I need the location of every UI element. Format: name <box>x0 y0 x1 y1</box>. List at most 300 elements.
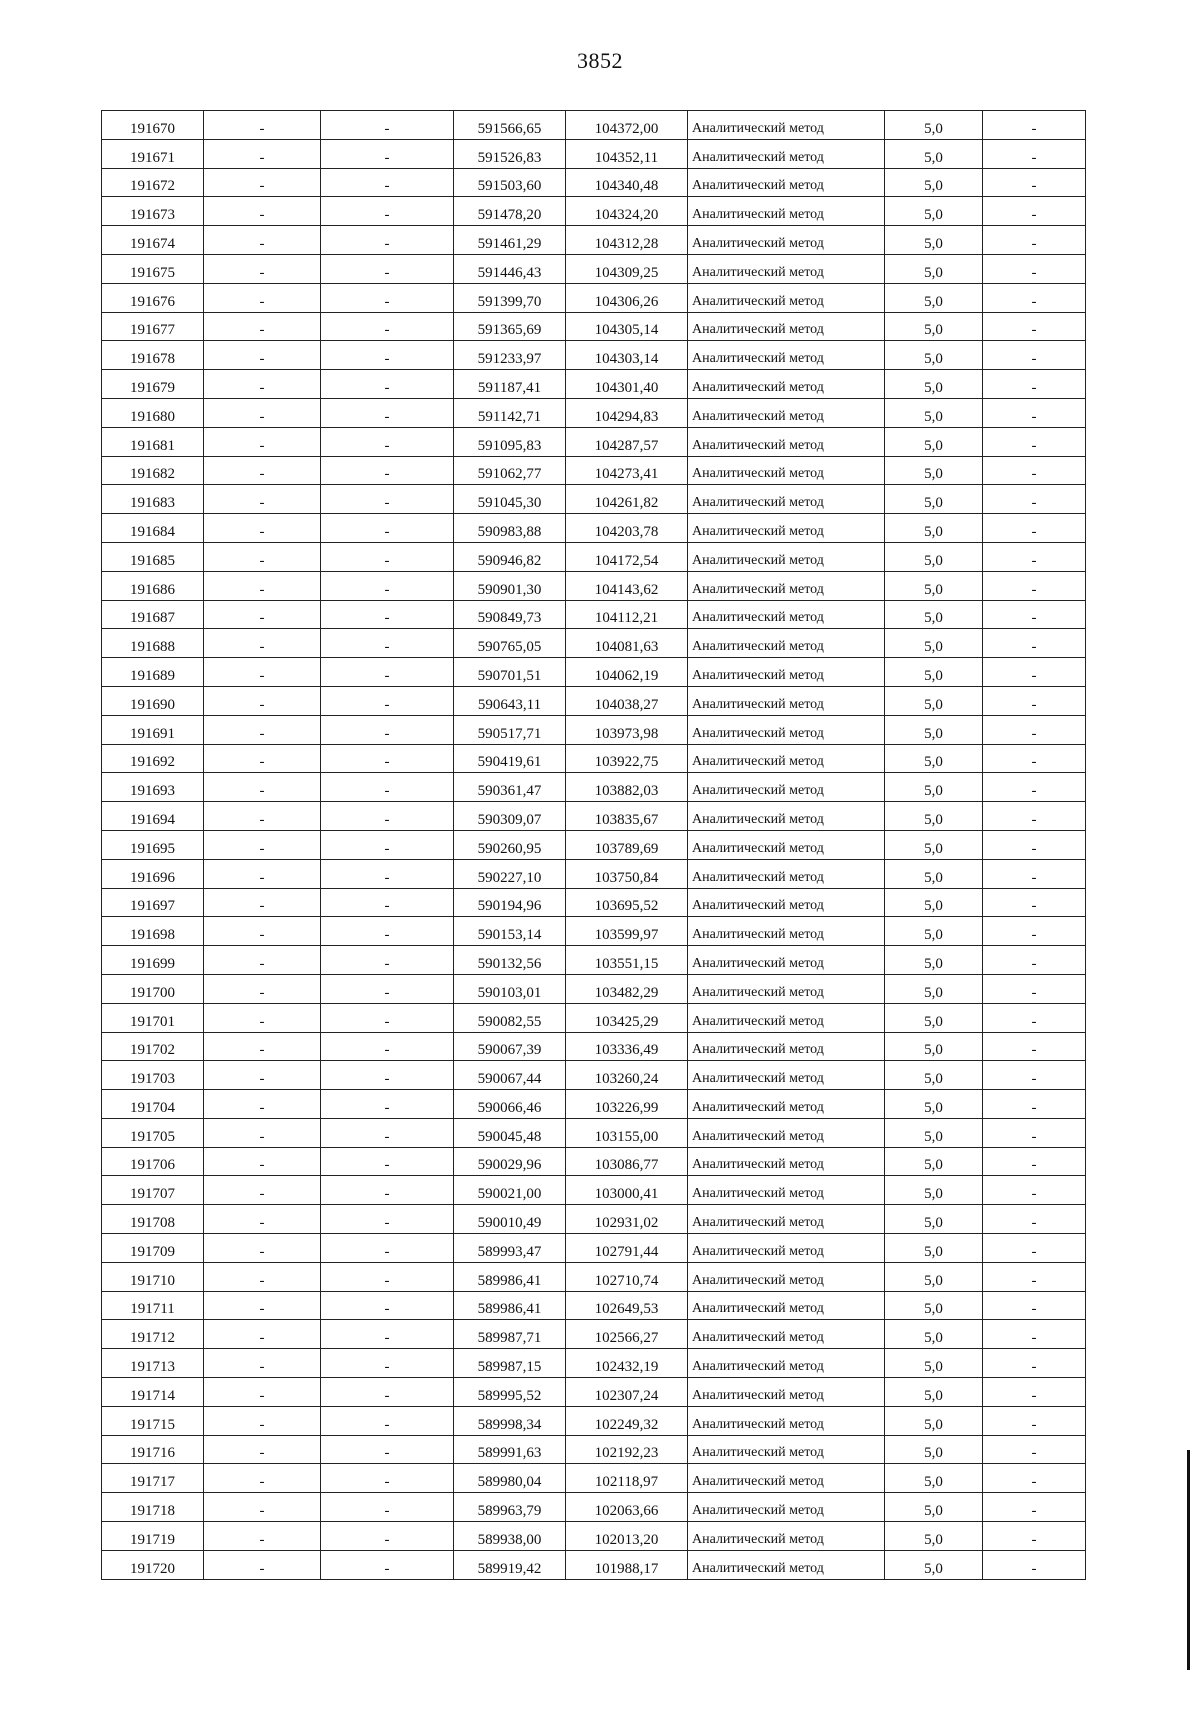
accuracy-cell: 5,0 <box>885 1003 983 1032</box>
dash-cell: - <box>321 1147 454 1176</box>
dash-cell: - <box>204 1003 321 1032</box>
table-row <box>102 1349 1086 1378</box>
accuracy-cell: 5,0 <box>885 686 983 715</box>
method-cell: Аналитический метод <box>688 312 885 341</box>
x-coordinate-cell: 591503,60 <box>454 168 566 197</box>
point-id-cell: 191717 <box>102 1464 204 1493</box>
dash-cell: - <box>321 1291 454 1320</box>
point-id-cell: 191673 <box>102 197 204 226</box>
method-cell: Аналитический метод <box>688 111 885 140</box>
point-id-cell: 191706 <box>102 1147 204 1176</box>
accuracy-cell: 5,0 <box>885 1147 983 1176</box>
table-row <box>102 600 1086 629</box>
x-coordinate-cell: 589993,47 <box>454 1234 566 1263</box>
dash-cell: - <box>321 1349 454 1378</box>
dash-cell: - <box>321 398 454 427</box>
method-cell: Аналитический метод <box>688 197 885 226</box>
dash-cell: - <box>983 744 1086 773</box>
point-id-cell: 191701 <box>102 1003 204 1032</box>
table-row <box>102 485 1086 514</box>
x-coordinate-cell: 590067,39 <box>454 1032 566 1061</box>
method-cell: Аналитический метод <box>688 370 885 399</box>
dash-cell: - <box>321 686 454 715</box>
y-coordinate-cell: 103425,29 <box>566 1003 688 1032</box>
table-row <box>102 312 1086 341</box>
dash-cell: - <box>983 946 1086 975</box>
dash-cell: - <box>983 974 1086 1003</box>
y-coordinate-cell: 103695,52 <box>566 888 688 917</box>
dash-cell: - <box>321 1118 454 1147</box>
y-coordinate-cell: 103882,03 <box>566 773 688 802</box>
y-coordinate-cell: 104306,26 <box>566 283 688 312</box>
point-id-cell: 191688 <box>102 629 204 658</box>
table-row <box>102 1464 1086 1493</box>
dash-cell: - <box>321 629 454 658</box>
x-coordinate-cell: 590849,73 <box>454 600 566 629</box>
method-cell: Аналитический метод <box>688 254 885 283</box>
method-cell: Аналитический метод <box>688 715 885 744</box>
dash-cell: - <box>321 456 454 485</box>
dash-cell: - <box>983 283 1086 312</box>
accuracy-cell: 5,0 <box>885 744 983 773</box>
table-row <box>102 946 1086 975</box>
dash-cell: - <box>321 1090 454 1119</box>
dash-cell: - <box>983 1378 1086 1407</box>
dash-cell: - <box>321 802 454 831</box>
dash-cell: - <box>983 1349 1086 1378</box>
dash-cell: - <box>321 1522 454 1551</box>
x-coordinate-cell: 589980,04 <box>454 1464 566 1493</box>
method-cell: Аналитический метод <box>688 1061 885 1090</box>
method-cell: Аналитический метод <box>688 888 885 917</box>
dash-cell: - <box>321 1262 454 1291</box>
dash-cell: - <box>321 341 454 370</box>
dash-cell: - <box>321 312 454 341</box>
x-coordinate-cell: 589986,41 <box>454 1291 566 1320</box>
y-coordinate-cell: 102118,97 <box>566 1464 688 1493</box>
dash-cell: - <box>983 456 1086 485</box>
dash-cell: - <box>983 1406 1086 1435</box>
dash-cell: - <box>321 427 454 456</box>
point-id-cell: 191674 <box>102 226 204 255</box>
table-row <box>102 1003 1086 1032</box>
point-id-cell: 191676 <box>102 283 204 312</box>
dash-cell: - <box>321 1003 454 1032</box>
table-row <box>102 830 1086 859</box>
y-coordinate-cell: 103260,24 <box>566 1061 688 1090</box>
point-id-cell: 191681 <box>102 427 204 456</box>
point-id-cell: 191683 <box>102 485 204 514</box>
accuracy-cell: 5,0 <box>885 888 983 917</box>
dash-cell: - <box>204 1493 321 1522</box>
dash-cell: - <box>321 168 454 197</box>
accuracy-cell: 5,0 <box>885 629 983 658</box>
method-cell: Аналитический метод <box>688 600 885 629</box>
dash-cell: - <box>321 1032 454 1061</box>
y-coordinate-cell: 104287,57 <box>566 427 688 456</box>
y-coordinate-cell: 102013,20 <box>566 1522 688 1551</box>
dash-cell: - <box>321 571 454 600</box>
dash-cell: - <box>204 1349 321 1378</box>
accuracy-cell: 5,0 <box>885 1118 983 1147</box>
method-cell: Аналитический метод <box>688 917 885 946</box>
accuracy-cell: 5,0 <box>885 974 983 1003</box>
x-coordinate-cell: 590029,96 <box>454 1147 566 1176</box>
y-coordinate-cell: 102931,02 <box>566 1205 688 1234</box>
accuracy-cell: 5,0 <box>885 485 983 514</box>
accuracy-cell: 5,0 <box>885 226 983 255</box>
dash-cell: - <box>321 1464 454 1493</box>
table-row <box>102 1061 1086 1090</box>
method-cell: Аналитический метод <box>688 1464 885 1493</box>
method-cell: Аналитический метод <box>688 1522 885 1551</box>
dash-cell: - <box>983 370 1086 399</box>
y-coordinate-cell: 102566,27 <box>566 1320 688 1349</box>
x-coordinate-cell: 591526,83 <box>454 139 566 168</box>
dash-cell: - <box>983 514 1086 543</box>
table-row <box>102 226 1086 255</box>
method-cell: Аналитический метод <box>688 802 885 831</box>
dash-cell: - <box>983 715 1086 744</box>
point-id-cell: 191670 <box>102 111 204 140</box>
x-coordinate-cell: 590361,47 <box>454 773 566 802</box>
method-cell: Аналитический метод <box>688 341 885 370</box>
method-cell: Аналитический метод <box>688 1118 885 1147</box>
x-coordinate-cell: 590517,71 <box>454 715 566 744</box>
accuracy-cell: 5,0 <box>885 1406 983 1435</box>
dash-cell: - <box>204 485 321 514</box>
accuracy-cell: 5,0 <box>885 1550 983 1579</box>
x-coordinate-cell: 589986,41 <box>454 1262 566 1291</box>
table-row <box>102 1262 1086 1291</box>
x-coordinate-cell: 589987,71 <box>454 1320 566 1349</box>
dash-cell: - <box>983 197 1086 226</box>
table-row <box>102 1090 1086 1119</box>
method-cell: Аналитический метод <box>688 1003 885 1032</box>
table-row <box>102 1176 1086 1205</box>
accuracy-cell: 5,0 <box>885 1320 983 1349</box>
dash-cell: - <box>321 514 454 543</box>
y-coordinate-cell: 102649,53 <box>566 1291 688 1320</box>
method-cell: Аналитический метод <box>688 1493 885 1522</box>
y-coordinate-cell: 103599,97 <box>566 917 688 946</box>
method-cell: Аналитический метод <box>688 1147 885 1176</box>
y-coordinate-cell: 104352,11 <box>566 139 688 168</box>
dash-cell: - <box>983 485 1086 514</box>
method-cell: Аналитический метод <box>688 1291 885 1320</box>
dash-cell: - <box>204 1522 321 1551</box>
method-cell: Аналитический метод <box>688 1349 885 1378</box>
x-coordinate-cell: 591233,97 <box>454 341 566 370</box>
dash-cell: - <box>321 1406 454 1435</box>
dash-cell: - <box>204 341 321 370</box>
table-row <box>102 1406 1086 1435</box>
accuracy-cell: 5,0 <box>885 830 983 859</box>
point-id-cell: 191715 <box>102 1406 204 1435</box>
y-coordinate-cell: 103750,84 <box>566 859 688 888</box>
point-id-cell: 191699 <box>102 946 204 975</box>
table-row <box>102 1118 1086 1147</box>
accuracy-cell: 5,0 <box>885 1234 983 1263</box>
dash-cell: - <box>204 1205 321 1234</box>
dash-cell: - <box>983 917 1086 946</box>
dash-cell: - <box>204 1147 321 1176</box>
point-id-cell: 191680 <box>102 398 204 427</box>
method-cell: Аналитический метод <box>688 830 885 859</box>
method-cell: Аналитический метод <box>688 168 885 197</box>
y-coordinate-cell: 103551,15 <box>566 946 688 975</box>
x-coordinate-cell: 591446,43 <box>454 254 566 283</box>
x-coordinate-cell: 590309,07 <box>454 802 566 831</box>
x-coordinate-cell: 591045,30 <box>454 485 566 514</box>
point-id-cell: 191718 <box>102 1493 204 1522</box>
method-cell: Аналитический метод <box>688 139 885 168</box>
method-cell: Аналитический метод <box>688 1262 885 1291</box>
table-row <box>102 917 1086 946</box>
dash-cell: - <box>321 485 454 514</box>
dash-cell: - <box>204 370 321 399</box>
accuracy-cell: 5,0 <box>885 1032 983 1061</box>
table-row <box>102 888 1086 917</box>
method-cell: Аналитический метод <box>688 1378 885 1407</box>
table-row <box>102 974 1086 1003</box>
method-cell: Аналитический метод <box>688 1205 885 1234</box>
point-id-cell: 191691 <box>102 715 204 744</box>
table-row <box>102 514 1086 543</box>
accuracy-cell: 5,0 <box>885 1291 983 1320</box>
dash-cell: - <box>204 398 321 427</box>
point-id-cell: 191671 <box>102 139 204 168</box>
y-coordinate-cell: 102432,19 <box>566 1349 688 1378</box>
accuracy-cell: 5,0 <box>885 917 983 946</box>
accuracy-cell: 5,0 <box>885 658 983 687</box>
accuracy-cell: 5,0 <box>885 398 983 427</box>
x-coordinate-cell: 590901,30 <box>454 571 566 600</box>
dash-cell: - <box>983 111 1086 140</box>
method-cell: Аналитический метод <box>688 571 885 600</box>
y-coordinate-cell: 104143,62 <box>566 571 688 600</box>
dash-cell: - <box>321 1205 454 1234</box>
dash-cell: - <box>983 1090 1086 1119</box>
x-coordinate-cell: 590419,61 <box>454 744 566 773</box>
y-coordinate-cell: 104309,25 <box>566 254 688 283</box>
accuracy-cell: 5,0 <box>885 370 983 399</box>
point-id-cell: 191711 <box>102 1291 204 1320</box>
y-coordinate-cell: 103336,49 <box>566 1032 688 1061</box>
table-row <box>102 1320 1086 1349</box>
y-coordinate-cell: 103922,75 <box>566 744 688 773</box>
dash-cell: - <box>983 398 1086 427</box>
dash-cell: - <box>204 168 321 197</box>
table-row <box>102 715 1086 744</box>
table-row <box>102 1493 1086 1522</box>
x-coordinate-cell: 589963,79 <box>454 1493 566 1522</box>
dash-cell: - <box>983 1522 1086 1551</box>
method-cell: Аналитический метод <box>688 686 885 715</box>
method-cell: Аналитический метод <box>688 1090 885 1119</box>
accuracy-cell: 5,0 <box>885 1090 983 1119</box>
point-id-cell: 191679 <box>102 370 204 399</box>
method-cell: Аналитический метод <box>688 744 885 773</box>
scan-edge-mark <box>1187 1450 1190 1670</box>
dash-cell: - <box>983 1061 1086 1090</box>
y-coordinate-cell: 103482,29 <box>566 974 688 1003</box>
dash-cell: - <box>983 1032 1086 1061</box>
dash-cell: - <box>204 1435 321 1464</box>
y-coordinate-cell: 104301,40 <box>566 370 688 399</box>
dash-cell: - <box>983 1435 1086 1464</box>
dash-cell: - <box>204 773 321 802</box>
method-cell: Аналитический метод <box>688 226 885 255</box>
dash-cell: - <box>321 111 454 140</box>
method-cell: Аналитический метод <box>688 456 885 485</box>
accuracy-cell: 5,0 <box>885 1378 983 1407</box>
dash-cell: - <box>204 888 321 917</box>
y-coordinate-cell: 104324,20 <box>566 197 688 226</box>
dash-cell: - <box>204 111 321 140</box>
accuracy-cell: 5,0 <box>885 1349 983 1378</box>
point-id-cell: 191719 <box>102 1522 204 1551</box>
dash-cell: - <box>321 197 454 226</box>
x-coordinate-cell: 591187,41 <box>454 370 566 399</box>
accuracy-cell: 5,0 <box>885 802 983 831</box>
x-coordinate-cell: 590701,51 <box>454 658 566 687</box>
dash-cell: - <box>983 1118 1086 1147</box>
y-coordinate-cell: 104172,54 <box>566 542 688 571</box>
dash-cell: - <box>204 1032 321 1061</box>
method-cell: Аналитический метод <box>688 658 885 687</box>
point-id-cell: 191687 <box>102 600 204 629</box>
y-coordinate-cell: 101988,17 <box>566 1550 688 1579</box>
accuracy-cell: 5,0 <box>885 197 983 226</box>
table-row <box>102 773 1086 802</box>
accuracy-cell: 5,0 <box>885 341 983 370</box>
dash-cell: - <box>204 226 321 255</box>
y-coordinate-cell: 103155,00 <box>566 1118 688 1147</box>
y-coordinate-cell: 104203,78 <box>566 514 688 543</box>
y-coordinate-cell: 104062,19 <box>566 658 688 687</box>
dash-cell: - <box>983 168 1086 197</box>
dash-cell: - <box>204 1320 321 1349</box>
accuracy-cell: 5,0 <box>885 1061 983 1090</box>
dash-cell: - <box>204 946 321 975</box>
coordinates-table <box>101 110 1086 1580</box>
method-cell: Аналитический метод <box>688 1406 885 1435</box>
table-row <box>102 542 1086 571</box>
dash-cell: - <box>321 283 454 312</box>
accuracy-cell: 5,0 <box>885 715 983 744</box>
dash-cell: - <box>321 744 454 773</box>
y-coordinate-cell: 104081,63 <box>566 629 688 658</box>
dash-cell: - <box>321 226 454 255</box>
point-id-cell: 191703 <box>102 1061 204 1090</box>
point-id-cell: 191695 <box>102 830 204 859</box>
point-id-cell: 191672 <box>102 168 204 197</box>
table-row <box>102 197 1086 226</box>
dash-cell: - <box>204 1378 321 1407</box>
x-coordinate-cell: 589991,63 <box>454 1435 566 1464</box>
dash-cell: - <box>204 1061 321 1090</box>
point-id-cell: 191692 <box>102 744 204 773</box>
dash-cell: - <box>204 456 321 485</box>
point-id-cell: 191707 <box>102 1176 204 1205</box>
dash-cell: - <box>983 658 1086 687</box>
x-coordinate-cell: 590946,82 <box>454 542 566 571</box>
dash-cell: - <box>321 1435 454 1464</box>
table-row <box>102 283 1086 312</box>
dash-cell: - <box>321 830 454 859</box>
table-row <box>102 1522 1086 1551</box>
method-cell: Аналитический метод <box>688 283 885 312</box>
accuracy-cell: 5,0 <box>885 600 983 629</box>
method-cell: Аналитический метод <box>688 427 885 456</box>
dash-cell: - <box>983 1003 1086 1032</box>
point-id-cell: 191700 <box>102 974 204 1003</box>
dash-cell: - <box>204 283 321 312</box>
dash-cell: - <box>204 974 321 1003</box>
x-coordinate-cell: 590643,11 <box>454 686 566 715</box>
dash-cell: - <box>204 1550 321 1579</box>
method-cell: Аналитический метод <box>688 946 885 975</box>
y-coordinate-cell: 104340,48 <box>566 168 688 197</box>
y-coordinate-cell: 104294,83 <box>566 398 688 427</box>
table-row <box>102 571 1086 600</box>
table-row <box>102 111 1086 140</box>
dash-cell: - <box>983 1550 1086 1579</box>
dash-cell: - <box>204 658 321 687</box>
dash-cell: - <box>321 1061 454 1090</box>
dash-cell: - <box>204 744 321 773</box>
accuracy-cell: 5,0 <box>885 1205 983 1234</box>
point-id-cell: 191702 <box>102 1032 204 1061</box>
x-coordinate-cell: 591399,70 <box>454 283 566 312</box>
dash-cell: - <box>321 1176 454 1205</box>
x-coordinate-cell: 591566,65 <box>454 111 566 140</box>
dash-cell: - <box>204 1262 321 1291</box>
x-coordinate-cell: 589919,42 <box>454 1550 566 1579</box>
y-coordinate-cell: 103226,99 <box>566 1090 688 1119</box>
dash-cell: - <box>983 1176 1086 1205</box>
dash-cell: - <box>983 1262 1086 1291</box>
table-row <box>102 658 1086 687</box>
accuracy-cell: 5,0 <box>885 427 983 456</box>
point-id-cell: 191713 <box>102 1349 204 1378</box>
y-coordinate-cell: 104038,27 <box>566 686 688 715</box>
dash-cell: - <box>983 1320 1086 1349</box>
y-coordinate-cell: 102307,24 <box>566 1378 688 1407</box>
method-cell: Аналитический метод <box>688 1550 885 1579</box>
dash-cell: - <box>983 1291 1086 1320</box>
point-id-cell: 191694 <box>102 802 204 831</box>
x-coordinate-cell: 590132,56 <box>454 946 566 975</box>
accuracy-cell: 5,0 <box>885 139 983 168</box>
y-coordinate-cell: 102063,66 <box>566 1493 688 1522</box>
accuracy-cell: 5,0 <box>885 1176 983 1205</box>
x-coordinate-cell: 590194,96 <box>454 888 566 917</box>
method-cell: Аналитический метод <box>688 485 885 514</box>
dash-cell: - <box>321 542 454 571</box>
accuracy-cell: 5,0 <box>885 1522 983 1551</box>
point-id-cell: 191720 <box>102 1550 204 1579</box>
table-row <box>102 341 1086 370</box>
dash-cell: - <box>204 715 321 744</box>
point-id-cell: 191693 <box>102 773 204 802</box>
table-row <box>102 1032 1086 1061</box>
dash-cell: - <box>204 197 321 226</box>
dash-cell: - <box>204 600 321 629</box>
point-id-cell: 191678 <box>102 341 204 370</box>
x-coordinate-cell: 589987,15 <box>454 1349 566 1378</box>
